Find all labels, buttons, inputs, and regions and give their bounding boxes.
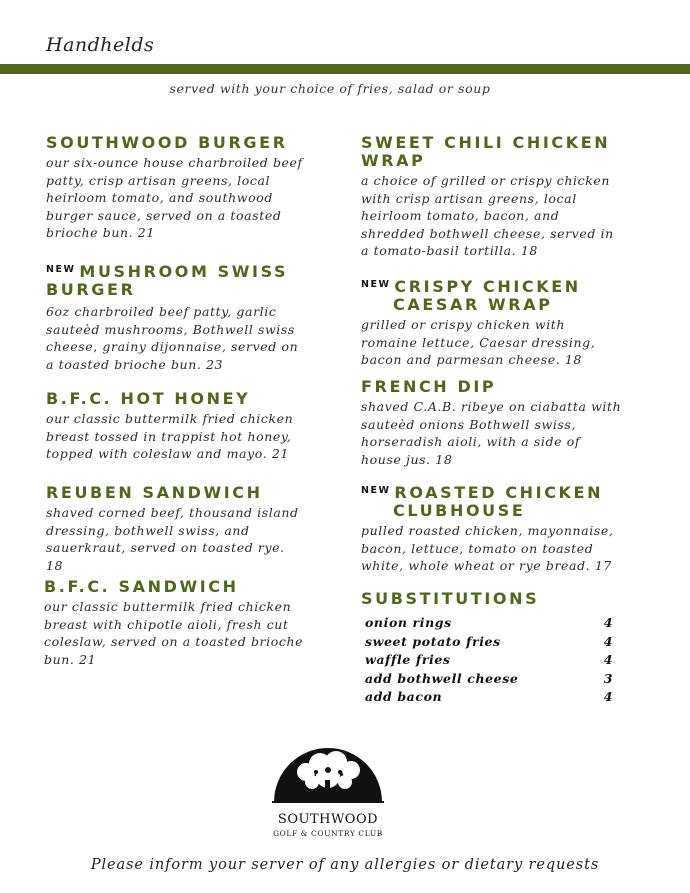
item-name: REUBEN SANDWICH xyxy=(46,483,263,502)
substitution-row xyxy=(361,651,613,670)
menu-item-crispy-chicken-caesar-wrap xyxy=(361,278,623,369)
club-logo-subtitle: GOLF & COUNTRY CLUB xyxy=(273,829,383,838)
item-name xyxy=(361,278,623,314)
substitution-name: onion rings xyxy=(365,615,452,630)
club-logo-name: SOUTHWOOD xyxy=(277,812,379,827)
substitution-row xyxy=(361,688,613,707)
menu-item-bfc-sandwich xyxy=(44,578,306,668)
item-name-line1: ROASTED CHICKEN xyxy=(394,483,604,502)
substitutions-title: SUBSTITUTIONS xyxy=(361,589,540,608)
item-description: 6oz charbroiled beef patty, garlic sauteèd mushrooms, Bothwell swiss cheese, grainy dijonnaise, served on a toasted brioche bun. 23 xyxy=(46,304,299,372)
item-name-line1: SWEET CHILI CHICKEN xyxy=(361,133,611,152)
item-name-line2: CLUBHOUSE xyxy=(393,501,526,520)
item-description: shaved C.A.B. ribeye on ciabatta with sauteèd onions Bothwell swiss, horseradish aioli, with a side of house jus. 18 xyxy=(361,399,622,467)
item-name: FRENCH DIP xyxy=(361,377,497,396)
substitution-name: add bothwell cheese xyxy=(365,670,519,686)
item-description: our classic buttermilk fried chicken breast tossed in trappist hot honey, topped with coleslaw and mayo. 21 xyxy=(46,411,294,462)
substitution-row xyxy=(361,633,613,652)
menu-item-mushroom-swiss-burger xyxy=(46,263,308,373)
substitution-name: add bacon xyxy=(365,689,443,705)
served-with-note: served with your choice of fries, salad or soup xyxy=(169,81,491,96)
item-name: SOUTHWOOD BURGER xyxy=(46,133,288,152)
item-name xyxy=(361,134,623,170)
new-badge: NEW xyxy=(361,485,391,496)
item-name xyxy=(361,484,623,520)
item-name xyxy=(46,263,308,299)
header-divider-bar xyxy=(0,64,690,74)
allergy-footer-note: Please inform your server of any allergies or dietary requests xyxy=(90,857,600,873)
item-description: our six-ounce house charbroiled beef patty, crisp artisan greens, local heirloom tomato, and southwood burger sauce, served on a toasted brioche bun. 21 xyxy=(46,155,303,241)
item-description: a choice of grilled or crispy chicken with crisp artisan greens, local heirloom tomato, bacon, and shredded bothwell cheese, served in a tomato-basil tortilla. 18 xyxy=(361,173,614,259)
new-badge: NEW xyxy=(46,264,76,275)
substitution-price: 4 xyxy=(603,689,613,705)
substitution-price: 4 xyxy=(603,652,613,668)
menu-item-roasted-chicken-clubhouse xyxy=(361,484,623,575)
item-description: grilled or crispy chicken with romaine lettuce, Caesar dressing, bacon and parmesan cheese. 18 xyxy=(361,317,596,368)
new-badge: NEW xyxy=(361,279,391,290)
item-name: B.F.C. HOT HONEY xyxy=(46,389,251,408)
item-name-line1: CRISPY CHICKEN xyxy=(394,277,581,296)
item-name-line2: WRAP xyxy=(361,151,426,170)
substitution-price: 4 xyxy=(603,633,613,649)
substitutions-list xyxy=(361,614,613,707)
substitution-price: 4 xyxy=(603,615,613,630)
item-description: shaved corned beef, thousand island dressing, bothwell swiss, and sauerkraut, served on toasted rye. 18 xyxy=(46,505,299,573)
item-description: our classic buttermilk fried chicken breast with chipotle aioli, fresh cut coleslaw, served on a toasted brioche bun. 21 xyxy=(44,599,304,667)
menu-item-sweet-chili-chicken-wrap xyxy=(361,134,623,260)
substitution-price: 3 xyxy=(603,670,613,686)
item-name-line1: MUSHROOM SWISS xyxy=(79,262,289,281)
substitution-row xyxy=(361,614,613,633)
item-description: pulled roasted chicken, mayonnaise, bacon, lettuce, tomato on toasted white, whole wheat or rye bread. 17 xyxy=(361,523,614,574)
menu-item-southwood-burger xyxy=(46,134,306,242)
menu-item-bfc-hot-honey xyxy=(46,390,306,463)
item-name-line2: BURGER xyxy=(46,280,136,299)
substitution-name: sweet potato fries xyxy=(365,633,501,649)
item-name-line2: CAESAR WRAP xyxy=(393,295,553,314)
item-name: B.F.C. SANDWICH xyxy=(44,577,239,596)
substitution-row xyxy=(361,670,613,689)
section-title: Handhelds xyxy=(46,34,155,56)
menu-item-reuben-sandwich xyxy=(46,484,306,574)
menu-item-french-dip xyxy=(361,378,623,468)
substitutions-section xyxy=(361,590,623,707)
substitution-name: waffle fries xyxy=(365,652,451,668)
